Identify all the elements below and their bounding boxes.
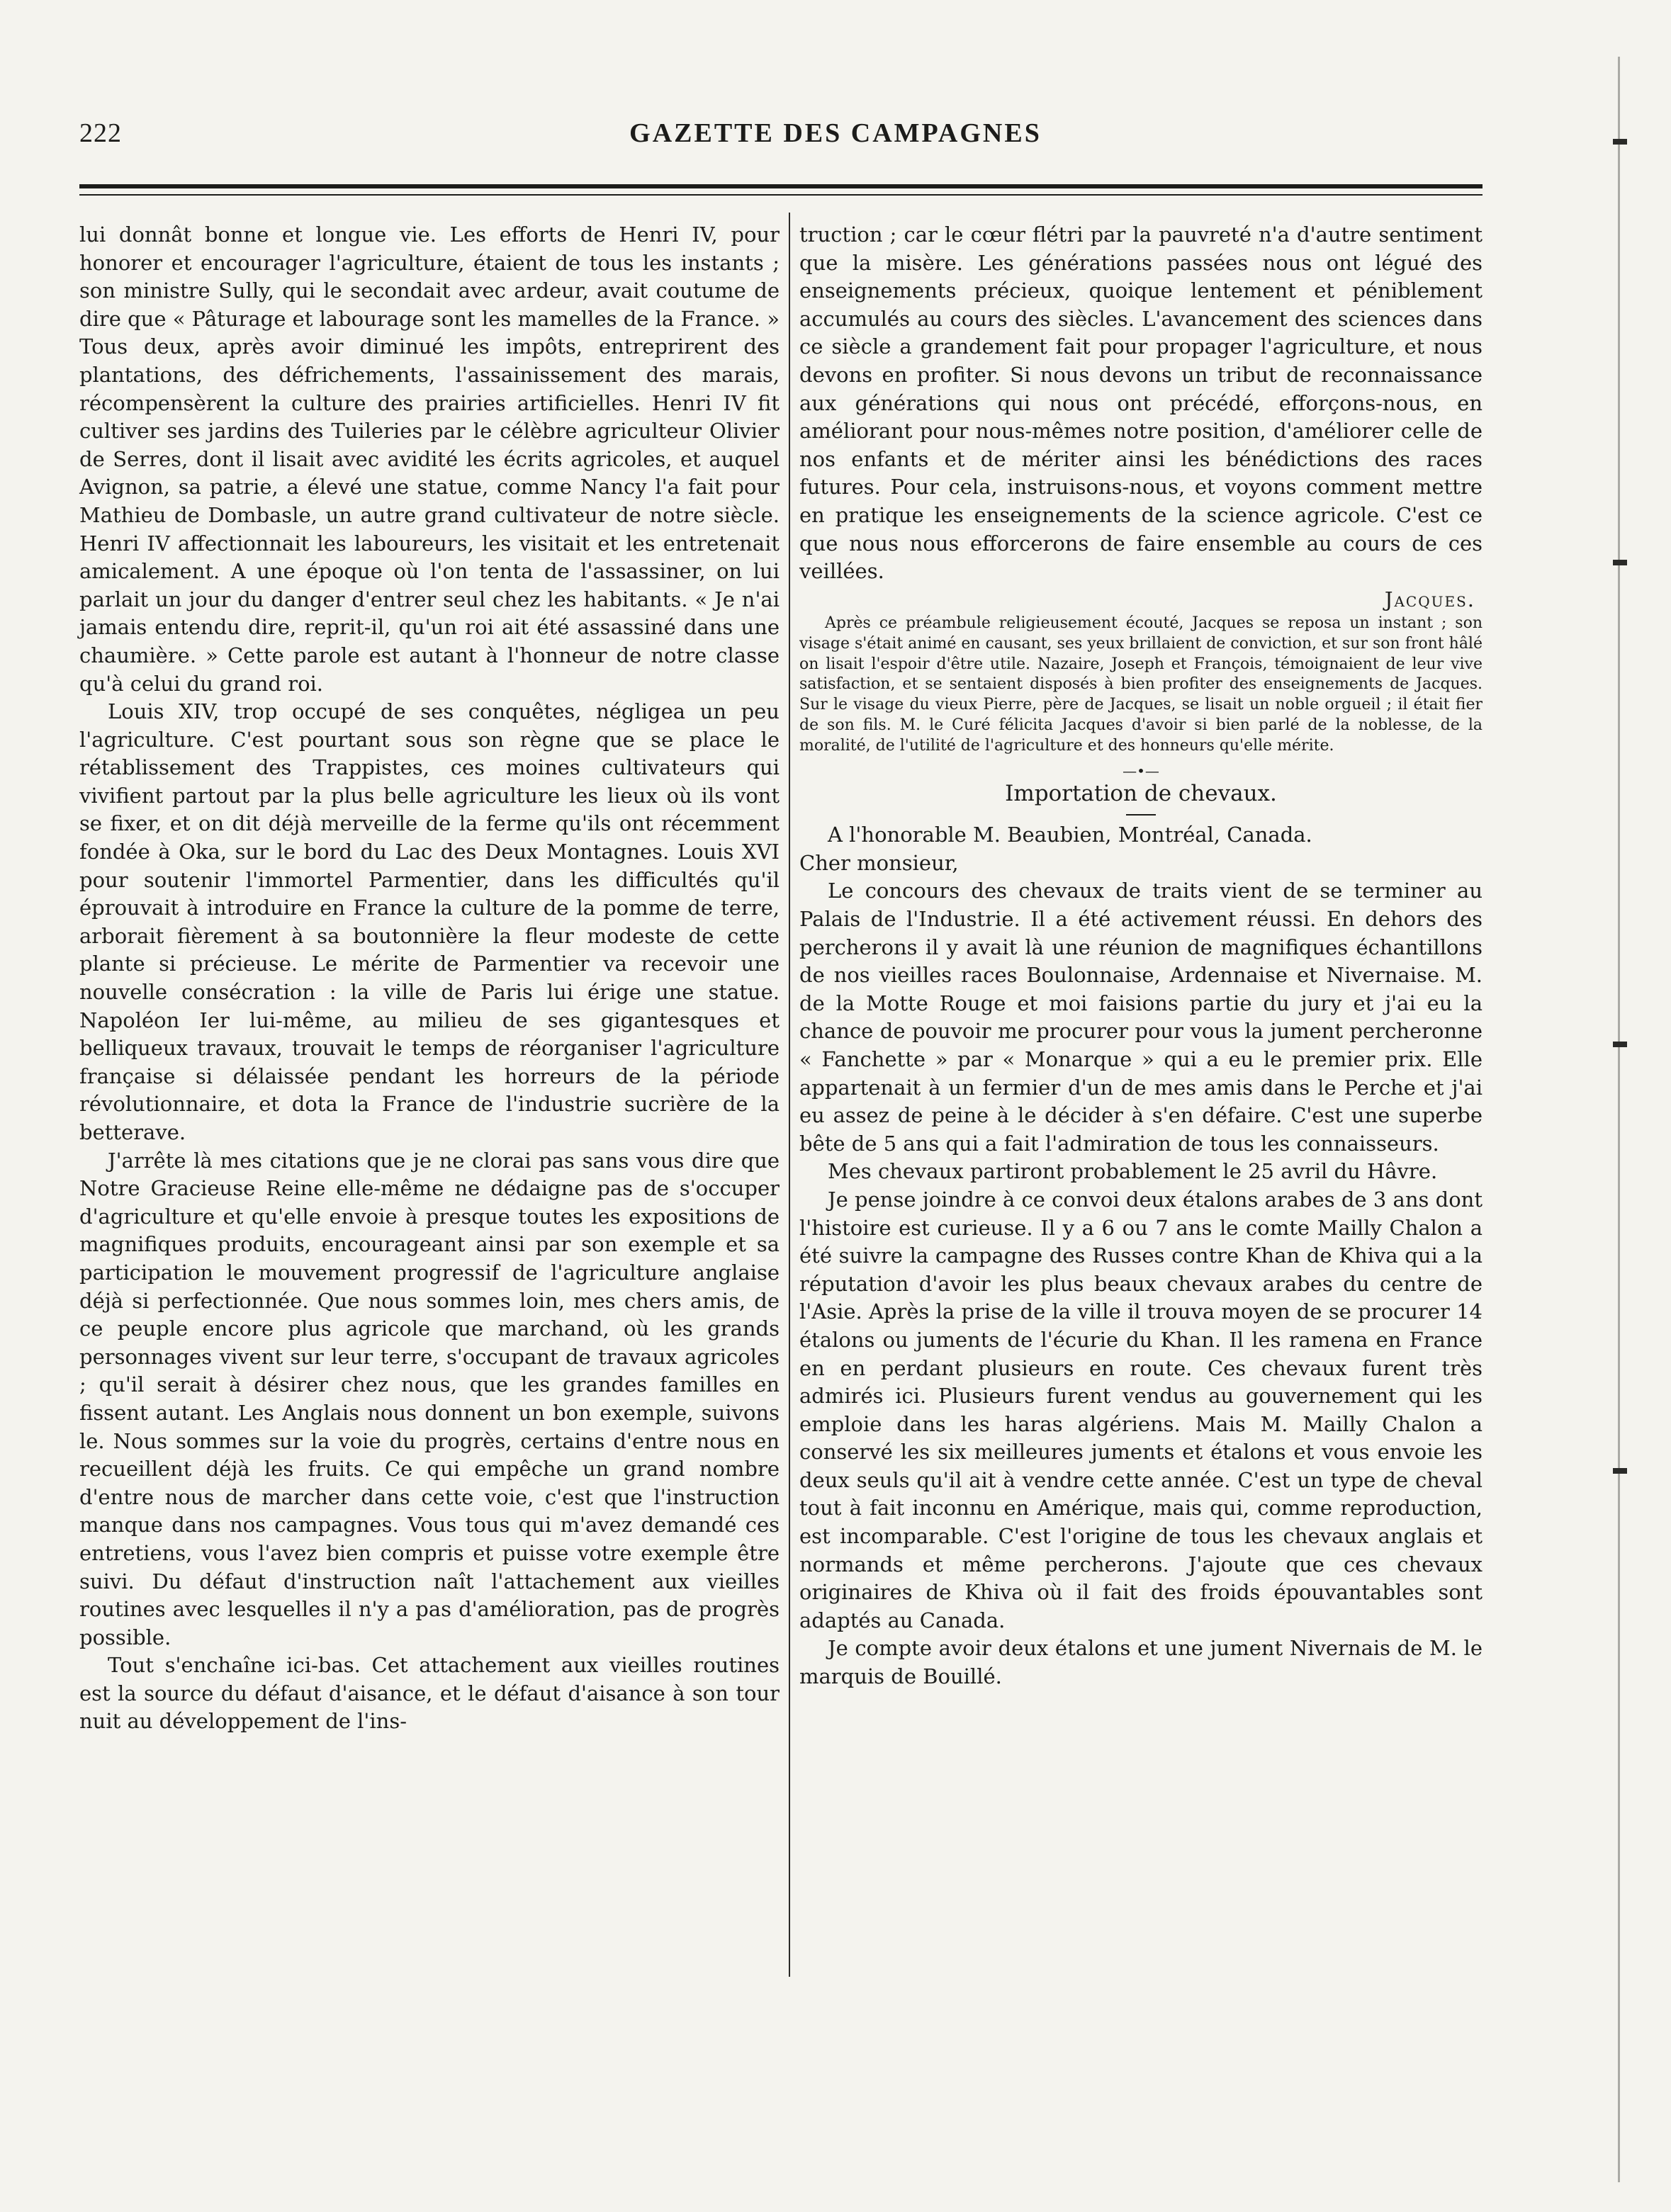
letter-paragraph-4: Je compte avoir deux étalons et une jument Nivernais de M. le marquis de Bouillé. (799, 1636, 1482, 1689)
header-rule-thick (79, 184, 1482, 188)
left-paragraph-1: lui donnât bonne et longue vie. Les efforts de Henri IV, pour honorer et encourager l'agriculture, étaient de tous les instants ; son ministre Sully, qui le secondait avec ardeur, avait coutume de dire que « Pâturage et labourage sont les mamelles de la France. » Tous deux, après avoir diminué les impôts, entreprirent des plantations, des défrichements, l'assainissement des marais, récompensèrent la culture des prairies artificielles. Henri IV fit cultiver ses jardins des Tuileries par le célèbre agriculteur Olivier de Serres, dont il lisait avec avidité les écrits agricoles, et auquel Avignon, sa patrie, a élevé une statue, comme Nancy l'a fait pour Mathieu de Dombasle, un autre grand cultivateur de notre siècle. Henri IV affectionnait les laboureurs, les visitait et les entretenait amicalement. A une époque où l'on tenta de l'assassiner, on lui parlait un jour du danger d'entrer seul chez les habitants. « Je n'ai jamais entendu dire, reprit-il, qu'un roi ait été assassiné dans une chaumière. » Cette parole est autant à l'honneur de notre classe qu'à celui du grand roi. (79, 222, 780, 696)
right-continuation: truction ; car le cœur flétri par la pauvreté n'a d'autre sentiment que la misère. Les générations passées nous ont légué des enseignements précieux, quoique lentement et péniblement accumulés au cours des siècles. L'avancement des sciences dans ce siècle a grandement fait pour propager l'agriculture, et nous devons en profiter. Si nous devons un tribut de reconnaissance aux générations qui nous ont précédé, efforçons-nous, en améliorant pour nous-mêmes notre position, d'améliorer celle de nos enfants et de mériter ainsi les bénédictions des races futures. Pour cela, instruisons-nous, et voyons comment mettre en pratique les enseignements de la science agricole. C'est ce que nous nous efforcerons de faire ensemble au cours de ces veillées. (799, 222, 1482, 584)
letter-paragraph-1: Le concours des chevaux de traits vient de se terminer au Palais de l'Industrie. Il a été activement réussi. En dehors des percherons il y avait là une réunion de magnifiques échantillons de nos vieilles races Boulonnaise, Ardennaise et Nivernaise. M. de la Motte Rouge et moi faisions partie du jury et j'ai eu la chance de pouvoir me procurer pour vous la jument percheronne « Fanchette » par « Monarque » qui a eu le premier prix. Elle appartenait à un fermier d'un de mes amis dans le Perche et j'ai eu assez de peine à le décider à s'en défaire. C'est une superbe bête de 5 ans qui a fait l'admiration de tous les connaisseurs. (799, 879, 1482, 1156)
column-divider (789, 213, 790, 1977)
letter-address: A l'honorable M. Beaubien, Montréal, Canada. (828, 823, 1312, 847)
title-short-rule (1126, 814, 1156, 816)
letter-paragraph-2: Mes chevaux partiront probablement le 25 avril du Hâvre. (828, 1159, 1438, 1184)
scan-edge-line (1618, 57, 1620, 2182)
section-title: Importation de chevaux. (1005, 781, 1277, 807)
left-paragraph-2: Louis XIV, trop occupé de ses conquêtes, négligea un peu l'agriculture. C'est pourtant sous son règne que se place le rétablissement des Trappistes, ces moines cultivateurs qui vivifient partout par la plus belle agriculture les lieux où ils vont se fixer, et on dit déjà merveille de la ferme qu'ils ont récemment fondée à Oka, sur le bord du Lac des Deux Montagnes. Louis XVI pour soutenir l'immortel Parmentier, dans les difficultés qu'il éprouvait à introduire en France la culture de la pomme de terre, arborait fièrement à sa boutonnière la fleur modeste de cette plante si précieuse. Le mérite de Parmentier va recevoir une nouvelle consécration : la ville de Paris lui érige une statue. Napoléon Ier lui-même, au milieu de ses gigantesques et belliqueux travaux, trouvait le temps de réorganiser l'agriculture française si délaissée pendant les horreurs de la période révolutionnaire, et dota la France de l'industrie sucrière de la betterave. (79, 699, 780, 1144)
scan-edge-mark (1613, 139, 1627, 145)
scan-edge-mark (1613, 560, 1627, 565)
running-head: GAZETTE DES CAMPAGNES (629, 118, 1042, 148)
scan-edge-mark (1613, 1468, 1627, 1474)
left-column (79, 221, 780, 1736)
left-paragraph-4: Tout s'enchaîne ici-bas. Cet attachement aux vieilles routines est la source du défaut d'aisance, et le défaut d'aisance à son tour nuit au développement de l'ins- (79, 1653, 780, 1734)
left-paragraph-3: J'arrête là mes citations que je ne clorai pas sans vous dire que Notre Gracieuse Reine elle-même ne dédaigne pas de s'occuper d'agriculture et qu'elle envoie à presque toutes les expositions de magnifiques produits, encourageant ainsi par son exemple et sa participation le mouvement progressif de l'agriculture anglaise déjà si perfectionnée. Que nous sommes loin, mes chers amis, de ce peuple encore plus agricole que marchand, où les grands personnages vivent sur leur terre, s'occupant de travaux agricoles ; qu'il serait à désirer chez nous, que les grandes familles en fissent autant. Les Anglais nous donnent un bon exemple, suivons le. Nous sommes sur la voie du progrès, certains d'entre nous en recueillent déjà les fruits. Ce qui empêche un grand nombre d'entre nous de marcher dans cette voie, c'est que l'instruction manque dans nos campagnes. Vous tous qui m'avez demandé ces entretiens, vous l'avez bien compris et puisse votre exemple être suivi. Du défaut d'instruction naît l'attachement aux vieilles routines avec lesquelles il n'y a pas d'amélioration, pas de progrès possible. (79, 1148, 780, 1649)
section-ornament: —•— (1123, 762, 1159, 780)
page-number: 222 (79, 118, 122, 148)
scan-edge-mark (1613, 1042, 1627, 1047)
signature: Jacques. (1384, 587, 1475, 611)
letter-paragraph-3: Je pense joindre à ce convoi deux étalons arabes de 3 ans dont l'histoire est curieuse. Il y a 6 ou 7 ans le comte Mailly Chalon a été suivre la campagne des Russes contre Khan de Khiva qui a la réputation d'avoir les plus beaux chevaux arabes du centre de l'Asie. Après la prise de la ville il trouva moyen de se procurer 14 étalons ou juments de l'écurie du Khan. Il les ramena en France en en perdant plusieurs en route. Ces chevaux furent très admirés ici. Plusieurs furent vendus au gouvernement qui les emploie dans les haras algériens. Mais M. Mailly Chalon a conservé les six meilleures juments et étalons et vous envoie les deux seuls qu'il ait à vendre cette année. C'est un type de cheval tout à fait inconnu en Amérique, mais qui, comme reproduction, est incomparable. C'est l'origine de tous les chevaux anglais et normands et même percherons. J'ajoute que ces chevaux originaires de Khiva où il fait des froids épouvantables sont adaptés au Canada. (799, 1187, 1482, 1632)
letter-salutation: Cher monsieur, (799, 850, 959, 875)
afterword-paragraph: Après ce préambule religieusement écouté, Jacques se reposa un instant ; son visage s'était animé en causant, ses yeux brillaient de conviction, et sur son front hâlé on lisait l'espoir d'être utile. Nazaire, Joseph et François, témoignaient de leur vive satisfaction, et se sentaient disposés à bien profiter des enseignements de Jacques. Sur le visage du vieux Pierre, père de Jacques, se lisait un noble orgueil ; il était fier de son fils. M. le Curé félicita Jacques d'avoir si bien parlé de la noblesse, de la moralité, de l'utilité de l'agriculture et des honneurs qu'elle mérite. (799, 614, 1482, 755)
header-rule-thin (79, 194, 1482, 196)
right-column (799, 221, 1482, 1691)
